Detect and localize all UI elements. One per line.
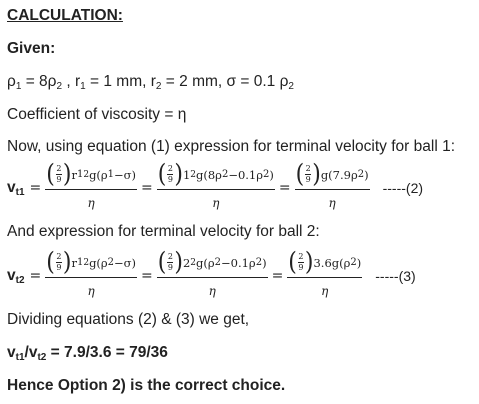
equals-sign: = <box>271 268 284 284</box>
fraction: ( 2 9 ) 3.6g(ρ 2 ) η <box>288 247 362 298</box>
fraction: ( 2 9 ) 1 2 g(8ρ 2 −0.1ρ 2 ) η <box>157 159 274 210</box>
equation-tag-2: -----(2) <box>382 180 424 196</box>
r2-sub: 2 <box>155 81 162 92</box>
r1-sub: 1 <box>80 81 86 92</box>
fraction: ( 2 9 ) g(7.9ρ 2 ) η <box>295 159 369 210</box>
given-label: Given: <box>7 40 56 57</box>
equals-sign: = <box>29 268 42 284</box>
rho1-symbol: ρ <box>7 73 16 90</box>
r-values: = 1 mm, r <box>85 73 156 90</box>
rho2-sub: 2 <box>56 81 63 92</box>
vt2-label: $v_{t2}$ <box>7 267 25 286</box>
rho-relation: = 8ρ <box>21 73 57 90</box>
viscosity-line: Coefficient of viscosity = η <box>7 106 187 123</box>
equation-ball1 <box>7 158 423 218</box>
sigma-sub: 2 <box>288 81 294 92</box>
equals-sign: = <box>29 180 42 196</box>
fraction: ( 2 9 ) 2 2 g(ρ 2 −0.1ρ 2 ) η <box>157 247 267 298</box>
rho1-sub: 1 <box>15 81 22 92</box>
equation-ball2 <box>7 246 416 306</box>
conclusion: Hence Option 2) is the correct choice. <box>7 377 286 394</box>
given-values <box>7 72 294 92</box>
fraction: ( 2 9 ) r 1 2 g(ρ 1 −σ) η <box>46 159 137 210</box>
vt1-label: $v_{t1}$ <box>7 179 25 198</box>
equation-tag-3: -----(3) <box>375 268 416 284</box>
equals-sign: = <box>141 268 153 284</box>
equals-sign: = <box>141 180 153 196</box>
equals-sign: = <box>278 180 291 196</box>
intro-ball1: Now, using equation (1) expression for terminal velocity for ball 1: <box>7 138 455 155</box>
r1-symbol: , r <box>62 73 81 90</box>
intro-ball2: And expression for terminal velocity for ball 2: <box>7 223 320 240</box>
calculation-heading: CALCULATION: <box>7 7 123 24</box>
ratio-result: $v_{t1}/v_{t2} = 7.9/3.6 = 79/36$ <box>7 344 168 363</box>
sigma-value: = 2 mm, σ = 0.1 ρ <box>161 73 289 90</box>
fraction: ( 2 9 ) r 1 2 g(ρ 2 −σ) η <box>46 247 137 298</box>
dividing-line: Dividing equations (2) & (3) we get, <box>7 311 250 328</box>
